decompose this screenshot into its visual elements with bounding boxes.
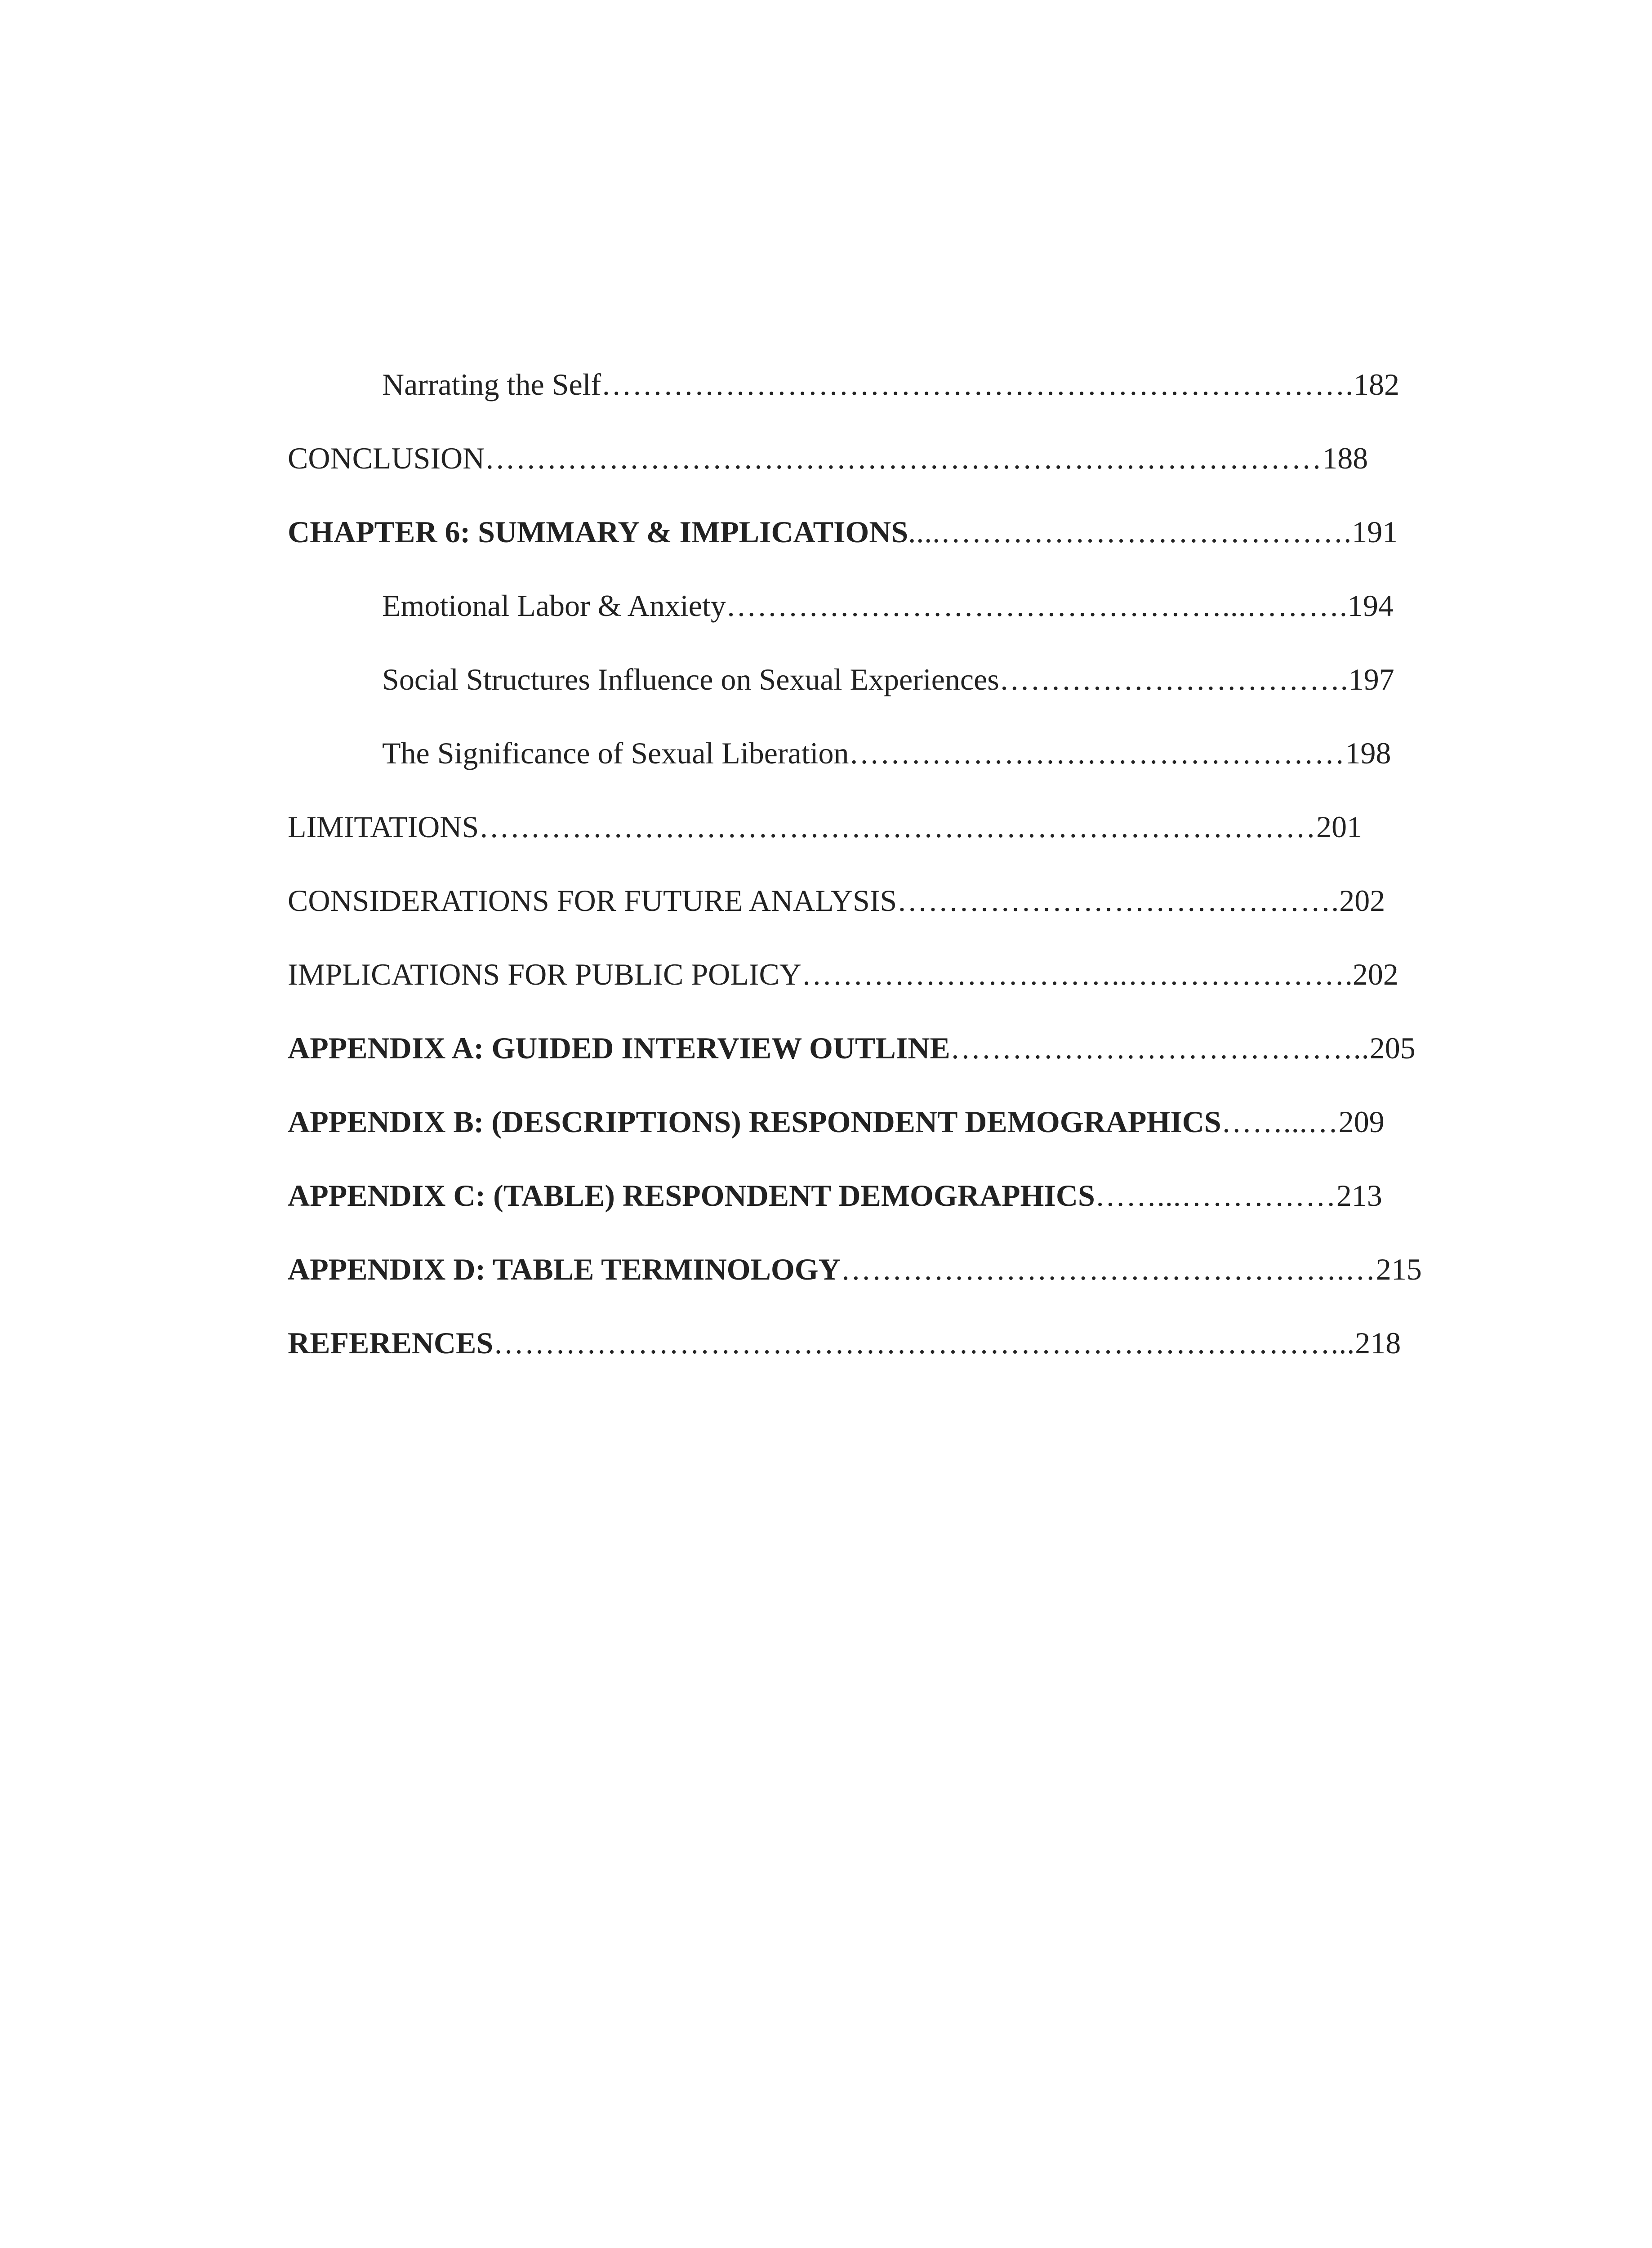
toc-entry-sexual-liberation xyxy=(288,731,1434,804)
toc-entry-page: 213 xyxy=(1336,1178,1382,1213)
toc-entry-title: CHAPTER 6: SUMMARY & IMPLICATIONS xyxy=(288,515,908,549)
toc-entry-public-policy xyxy=(288,952,1434,1026)
toc-entry-future-analysis xyxy=(288,878,1434,952)
toc-entry-title: CONCLUSION xyxy=(288,441,485,475)
toc-entry-title: Social Structures Influence on Sexual Experiences xyxy=(382,662,999,696)
toc-entry-leader: ....…………………………………. xyxy=(908,515,1352,549)
toc-entry-leader: ………………………………………… xyxy=(849,736,1345,770)
toc-entry-leader: ……………………………. xyxy=(999,662,1349,696)
toc-entry-title: APPENDIX D: TABLE TERMINOLOGY xyxy=(288,1252,841,1286)
toc-entry-page: 198 xyxy=(1345,736,1391,770)
toc-entry-appendix-a xyxy=(288,1026,1434,1099)
toc-entry-page: 197 xyxy=(1348,662,1394,696)
toc-entry-leader: ……………………………………. xyxy=(897,883,1340,918)
toc-entry-limitations xyxy=(288,804,1434,878)
toc-entry-references xyxy=(288,1320,1434,1394)
toc-entry-appendix-d xyxy=(288,1247,1434,1320)
toc-entry-leader: …………………………………………...………. xyxy=(726,589,1348,623)
toc-entry-title: LIMITATIONS xyxy=(288,810,479,844)
toc-entry-title: Narrating the Self xyxy=(382,367,601,401)
toc-entry-page: 191 xyxy=(1352,515,1398,549)
toc-entry-page: .202 xyxy=(1345,957,1398,991)
toc-entry-leader: ………………………………….. xyxy=(950,1031,1370,1065)
toc-entry-leader: ……...…………… xyxy=(1095,1178,1336,1213)
toc-entry-conclusion xyxy=(288,436,1434,509)
toc-entry-appendix-c xyxy=(288,1173,1434,1247)
table-of-contents xyxy=(288,362,1434,1394)
toc-entry-chapter-6 xyxy=(288,509,1434,583)
toc-entry-page: 218 xyxy=(1355,1326,1401,1360)
toc-entry-page: 202 xyxy=(1339,883,1385,918)
toc-entry-emotional-labor xyxy=(288,583,1434,657)
toc-entry-title: APPENDIX A: GUIDED INTERVIEW OUTLINE xyxy=(288,1031,950,1065)
toc-entry-page: 201 xyxy=(1316,810,1363,844)
toc-entry-leader: ……...… xyxy=(1221,1105,1339,1139)
toc-entry-title: Emotional Labor & Anxiety xyxy=(382,589,726,623)
toc-entry-page: 188 xyxy=(1322,441,1368,475)
toc-entry-appendix-b xyxy=(288,1099,1434,1173)
toc-entry-title: REFERENCES xyxy=(288,1326,494,1360)
toc-entry-social-structures xyxy=(288,657,1434,731)
toc-entry-title: APPENDIX C: (TABLE) RESPONDENT DEMOGRAPHICS xyxy=(288,1178,1095,1213)
toc-entry-page: 209 xyxy=(1338,1105,1385,1139)
toc-entry-page: 205 xyxy=(1369,1031,1416,1065)
toc-entry-title: CONSIDERATIONS FOR FUTURE ANALYSIS xyxy=(288,883,897,918)
toc-entry-leader: ………………………………………………………………. xyxy=(601,367,1354,401)
toc-entry-page: 194 xyxy=(1347,589,1394,623)
toc-entry-leader: ……………………………………………………………………… xyxy=(479,810,1317,844)
toc-entry-page: 215 xyxy=(1376,1252,1422,1286)
toc-entry-leader: ………………………………………………………………………... xyxy=(493,1326,1355,1360)
toc-entry-leader: ……………………………………………………………………… xyxy=(485,441,1322,475)
toc-entry-leader: …………………………..………………… xyxy=(801,957,1345,991)
toc-entry-title: IMPLICATIONS FOR PUBLIC POLICY xyxy=(288,957,802,991)
toc-entry-page: 182 xyxy=(1354,367,1400,401)
toc-entry-title: APPENDIX B: (DESCRIPTIONS) RESPONDENT DEMOGRAPHICS xyxy=(288,1105,1221,1139)
toc-entry-narrating-the-self xyxy=(288,362,1434,436)
toc-entry-title: The Significance of Sexual Liberation xyxy=(382,736,849,770)
toc-entry-leader: ………………………………………….… xyxy=(840,1252,1376,1286)
